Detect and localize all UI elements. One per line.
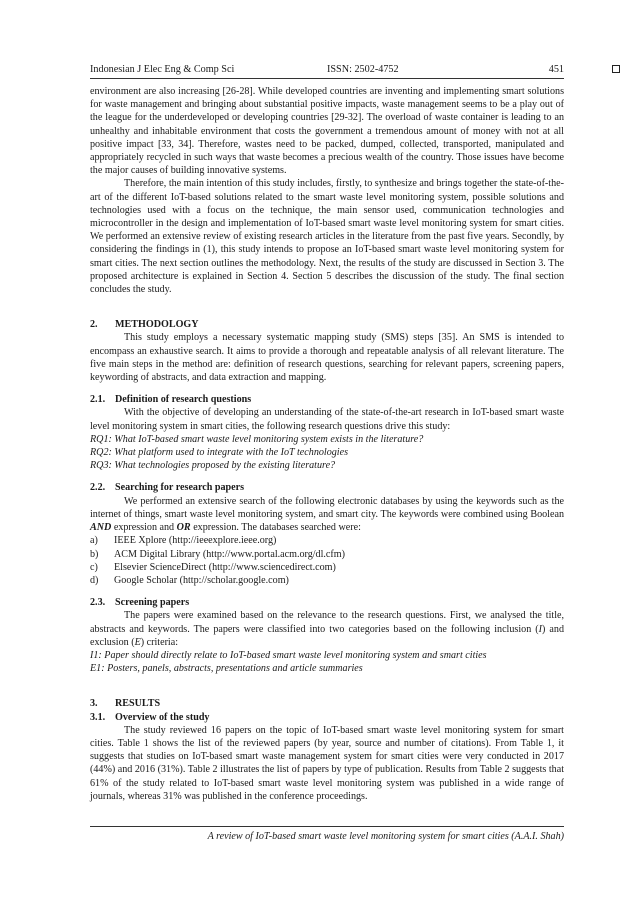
- subsection-heading-2-2: 2.2. Searching for research papers: [90, 482, 245, 494]
- subsection-heading-2-1: 2.1. Definition of research questions: [90, 394, 252, 406]
- screening-paragraph: The papers were examined based on the relevance to the research questions. First, we analysed the title, abstracts and keywords. The papers were classified into two categories based on the following inclusion (I) and exclusion (E) criteria:: [90, 610, 564, 648]
- intro-paragraph-1: environment are also increasing [26-28]. While developed countries are inventing and implementing smart solutions for waste management and bringing about substantial positive impacts, waste management seems to be a play out of the league for the underdeveloped or developing countries [29-32]. The overload of waste container is leading to an unhealthy and inhabitable environment that costs the government a tremendous amount of money with not at all positive impact [33, 34]. Therefore, wastes need to be packed, dumped, collected, transported, manipulated and appropriately recycled in such ways that waste becomes a precious wealth of the country. Those issues have become the major causes of building innovative systems.: [90, 86, 564, 177]
- journal-name: Indonesian J Elec Eng & Comp Sci: [90, 64, 235, 75]
- research-questions-intro: With the objective of developing an understanding of the state-of-the-art research in IoT-based smart waste level monitoring system in smart cities, the following research questions drive this study:: [90, 407, 564, 432]
- header-divider: [90, 78, 564, 79]
- list-item: c) Elsevier ScienceDirect (http://www.sciencedirect.com): [90, 561, 336, 573]
- page-number: 451: [548, 64, 564, 75]
- running-header: [90, 62, 564, 78]
- page-body: [90, 85, 564, 803]
- list-item: d) Google Scholar (http://scholar.google.com): [90, 574, 289, 586]
- footer-divider: [90, 826, 564, 827]
- list-item: a) IEEE Xplore (http://ieeexplore.ieee.org): [90, 535, 277, 547]
- search-paragraph: We performed an extensive search of the following electronic databases by using the keywords such as the internet of things, smart waste level monitoring system, and smart city. The keywords were combined using Boolean AND expression and OR expression. The databases searched were:: [90, 495, 564, 534]
- subsection-heading-2-3: 2.3. Screening papers: [90, 597, 190, 609]
- issn: ISSN: 2502-4752: [327, 64, 399, 75]
- checkbox-square-icon: [612, 65, 620, 73]
- exclusion-criterion: E1: Posters, panels, abstracts, presentations and article summaries: [90, 663, 363, 675]
- research-question-1: RQ1: What IoT-based smart waste level monitoring system exists in the literature?: [90, 433, 424, 445]
- methodology-paragraph: This study employs a necessary systematic mapping study (SMS) steps [35]. An SMS is intended to encompass an exhaustive search. It aims to provide a thorough and repeatable analysis of all relevant literature. The five main steps in the method are: definition of research questions, searching for relevant papers, screening papers, keywording of abstracts, and data extraction and mapping.: [90, 332, 564, 384]
- section-heading-methodology: 2. METHODOLOGY: [90, 319, 199, 331]
- results-paragraph: The study reviewed 16 papers on the topic of IoT-based smart waste level monitoring system for smart cities. Table 1 shows the list of the reviewed papers (by year, source and number of citations). From Table 1, it suggests that studies on IoT-based smart waste management system for smart cities were very conducted in 2017 (44%) and 2016 (31%). Table 2 illustrates the list of papers by type of publication. Results from Table 2 suggests that 61% of the study related to IoT-based smart waste level monitoring system was published in a wide range of journals, whereas 31% was published in the conference proceedings.: [90, 724, 564, 802]
- running-footer: A review of IoT-based smart waste level monitoring system for smart cities (A.A.I. Shah): [207, 831, 564, 842]
- database-list: [90, 534, 564, 587]
- intro-paragraph-2: Therefore, the main intention of this study includes, firstly, to synthesize and brings together the state-of-the-art of the different IoT-based solutions related to the smart waste level monitoring system, possible solutions and technologies used with a focus on the technique, the main sensor used, communication technologies and microcontroller in the design and implementation of IoT-based smart waste level monitoring system for smart cities. We performed an extensive review of existing research articles in the literature from the past five years. Secondly, by considering the findings in (1), this study intends to propose an IoT-based smart waste level monitoring system for smart cities. The next section outlines the methodology. Next, the results of the study are discussed in Section 3. The proposed architecture is explained in Section 4. Section 5 describes the discussion of the study. The final section concludes the study.: [90, 178, 564, 296]
- research-question-3: RQ3: What technologies proposed by the existing literature?: [90, 460, 336, 472]
- inclusion-criterion: I1: Paper should directly relate to IoT-based smart waste level monitoring system and smart cities: [90, 649, 487, 661]
- section-heading-results: 3. RESULTS: [90, 698, 161, 710]
- list-item: b) ACM Digital Library (http://www.portal.acm.org/dl.cfm): [90, 548, 345, 560]
- research-question-2: RQ2: What platform used to integrate with the IoT technologies: [90, 447, 349, 459]
- subsection-heading-3-1: 3.1. Overview of the study: [90, 711, 210, 723]
